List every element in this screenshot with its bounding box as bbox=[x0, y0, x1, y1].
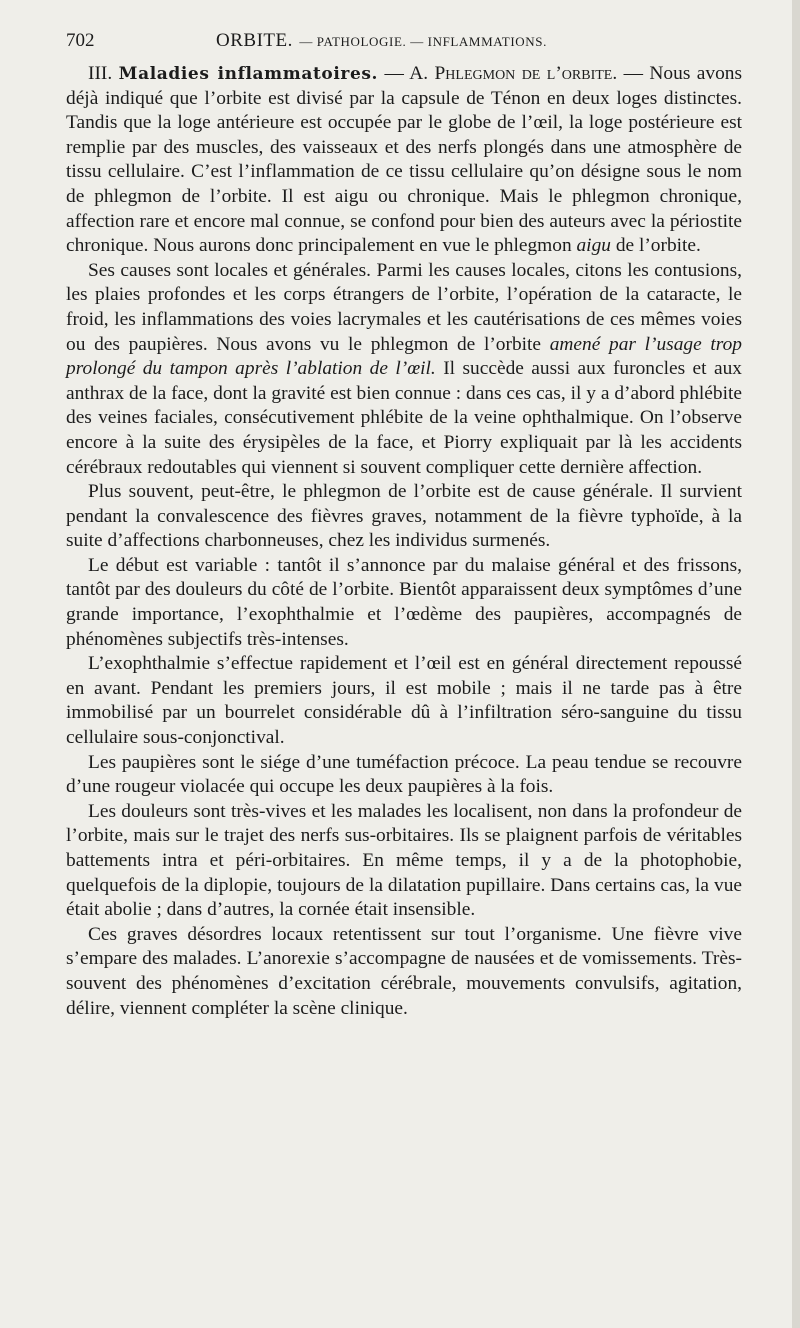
paragraph: L’exophthalmie s’effectue rapidement et l’œil est en général directement repoussé en avant. Pendant les premiers jours, il est mobile ; mais il ne tarde pas à être immobilisé par un bourrelet considérable dû à l’infiltration séro-sanguine du tissu cellulaire sous-conjonctival. bbox=[66, 653, 742, 749]
running-title: ORBITE. bbox=[216, 30, 293, 51]
paragraph-text: Ses causes sont locales et générales. Parmi les causes locales, citons les contusions, les plaies profondes et les corps étrangers de l’orbite, l’opération de la cataracte, le froid, les inflammations des voies lacrymales et les cautérisations de ces mêmes voies ou des paupières. Nous avons vu le phlegmon de l’orbite bbox=[66, 259, 742, 355]
paragraph-text: Nous avons déjà indiqué que l’orbite est divisé par la capsule de Ténon en deux loges distinctes. Tandis que la loge antérieure est occupée par le globe de l’œil, la loge postérieure est remplie par des muscles, des vaisseaux et des nerfs plongés dans une atmosphère de tissu cellulaire. C’est l’inflammation de ce tissu cellulaire qu’on désigne sous le nom de phlegmon de l’orbite. Il est aigu ou chronique. Mais le phlegmon chronique, affection rare et encore mal connue, se confond pour bien des auteurs avec la périostite chronique. Nous aurons donc principalement en vue le phlegmon bbox=[66, 63, 743, 257]
section-title: Maladies inflammatoires. bbox=[118, 64, 379, 84]
paragraph: Le début est variable : tantôt il s’annonce par du malaise général et des frissons, tantôt par des douleurs du côté de l’orbite. Bientôt apparaissent deux symptômes d’une grande importance, l’exophthalmie et l’œdème des paupières, accompagnés de phénomènes subjectifs très-intenses. bbox=[66, 554, 742, 650]
section-after: — bbox=[623, 63, 643, 84]
paragraph: Les paupières sont le siége d’une tuméfaction précoce. La peau tendue se recouvre d’une rougeur violacée qui occupe les deux paupières à la fois. bbox=[66, 751, 742, 798]
paragraph bbox=[66, 259, 742, 480]
paragraph: Ces graves désordres locaux retentissent sur tout l’organisme. Une fièvre vive s’empare des malades. L’anorexie s’accompagne de nausées et de vomissements. Très-souvent des phénomènes d’excitation cérébrale, mouvements convulsifs, agitation, délire, viennent compléter la scène clinique. bbox=[66, 923, 742, 1019]
body-text bbox=[66, 62, 742, 1021]
paragraph-emphasis: amené par l’usage trop prolongé du tampon après l’ablation de l’œil. bbox=[66, 333, 742, 380]
section-paragraph bbox=[66, 62, 742, 259]
subsection-title: Phlegmon de l’orbite. bbox=[434, 63, 618, 84]
section-number: III. bbox=[88, 63, 113, 84]
running-subtitle: — PATHOLOGIE. — INFLAMMATIONS. bbox=[299, 34, 547, 49]
paragraph: Les douleurs sont très-vives et les malades les localisent, non dans la profondeur de l’orbite, mais sur le trajet des nerfs sus-orbitaires. Ils se plaignent parfois de véritables battements intra et péri-orbitaires. En même temps, il y a de la photophobie, quelquefois de la diplopie, toujours de la dilatation pupillaire. Dans certains cas, la vue était abolie ; dans d’autres, la cornée était insensible. bbox=[66, 800, 742, 921]
paragraph: Plus souvent, peut-être, le phlegmon de l’orbite est de cause générale. Il survient pendant la convalescence des fièvres graves, notamment de la fièvre typhoïde, à la suite d’affections charbonneuses, chez les individus surmenés. bbox=[66, 481, 742, 552]
page-number: 702 bbox=[66, 30, 95, 51]
paragraph-emphasis: aigu bbox=[576, 235, 611, 257]
paragraph-text-after: de l’orbite. bbox=[610, 235, 701, 257]
page-edge-shadow bbox=[792, 0, 800, 1328]
section-dash: — A. bbox=[384, 63, 429, 84]
running-head bbox=[66, 30, 742, 58]
paragraph-text-after: Il succède aussi aux furoncles et aux anthrax de la face, dont la gravité est bien connue : dans ces cas, il y a d’abord phlébite des veines faciales, consécutivement phlébite de la veine ophthalmique. On l’observe encore à la suite des érysipèles de la face, et Piorry expliquait par là les accidents cérébraux redoutables qui viennent si souvent compliquer cette dernière affection. bbox=[66, 358, 742, 478]
